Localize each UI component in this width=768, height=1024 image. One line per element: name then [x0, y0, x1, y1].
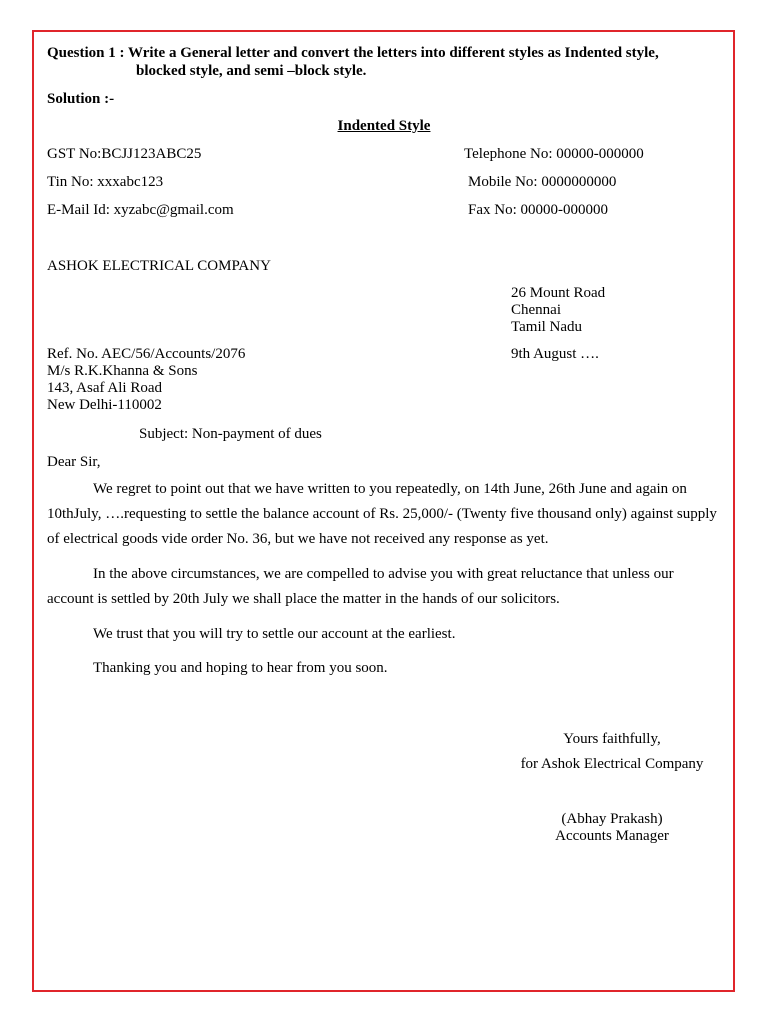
question-line-1: Question 1 : Write a General letter and convert the letters into different styles as Indented style,	[47, 45, 659, 61]
solution-label: Solution :-	[47, 91, 115, 107]
style-heading: Indented Style	[337, 118, 431, 134]
letter-date: 9th August ….	[511, 346, 599, 362]
reference-number: Ref. No. AEC/56/Accounts/2076	[47, 346, 246, 362]
salutation: Dear Sir,	[47, 454, 101, 470]
email-id: E-Mail Id: xyzabc@gmail.com	[47, 202, 234, 218]
subject-line: Subject: Non-payment of dues	[139, 426, 322, 442]
sender-address-line-3: Tamil Nadu	[511, 319, 583, 335]
sender-address-line-1: 26 Mount Road	[511, 285, 606, 301]
telephone-number: Telephone No: 00000-000000	[464, 146, 644, 162]
fax-number: Fax No: 00000-000000	[468, 202, 608, 218]
tin-number: Tin No: xxxabc123	[47, 174, 164, 190]
complimentary-close: Yours faithfully,	[563, 731, 661, 747]
mobile-number: Mobile No: 0000000000	[468, 174, 617, 190]
sender-address-line-2: Chennai	[511, 302, 561, 318]
company-name: ASHOK ELECTRICAL COMPANY	[47, 258, 271, 274]
recipient-line-2: 143, Asaf Ali Road	[47, 380, 162, 396]
recipient-line-3: New Delhi-110002	[47, 397, 162, 413]
gst-number: GST No:BCJJ123ABC25	[47, 146, 202, 162]
body-paragraph-4: Thanking you and hoping to hear from you soon.	[93, 660, 388, 676]
for-company: for Ashok Electrical Company	[520, 756, 704, 772]
signatory-name: (Abhay Prakash)	[561, 811, 663, 827]
body-paragraph-3: We trust that you will try to settle our account at the earliest.	[93, 626, 456, 642]
body-paragraph-1: We regret to point out that we have written to you repeatedly, on 14th June, 26th June and again on 10thJuly, ….requesting to settle the balance account of Rs. 25,000/- (Twenty five thousand only) against supply of electrical goods vide order No. 36, but we have not received any response as yet.	[47, 481, 717, 547]
recipient-line-1: M/s R.K.Khanna & Sons	[47, 363, 198, 379]
body-paragraph-2: In the above circumstances, we are compelled to advise you with great reluctance that unless our account is settled by 20th July we shall place the matter in the hands of our solicitors.	[47, 566, 674, 607]
signatory-title: Accounts Manager	[555, 828, 669, 844]
question-line-2: blocked style, and semi –block style.	[136, 63, 367, 79]
